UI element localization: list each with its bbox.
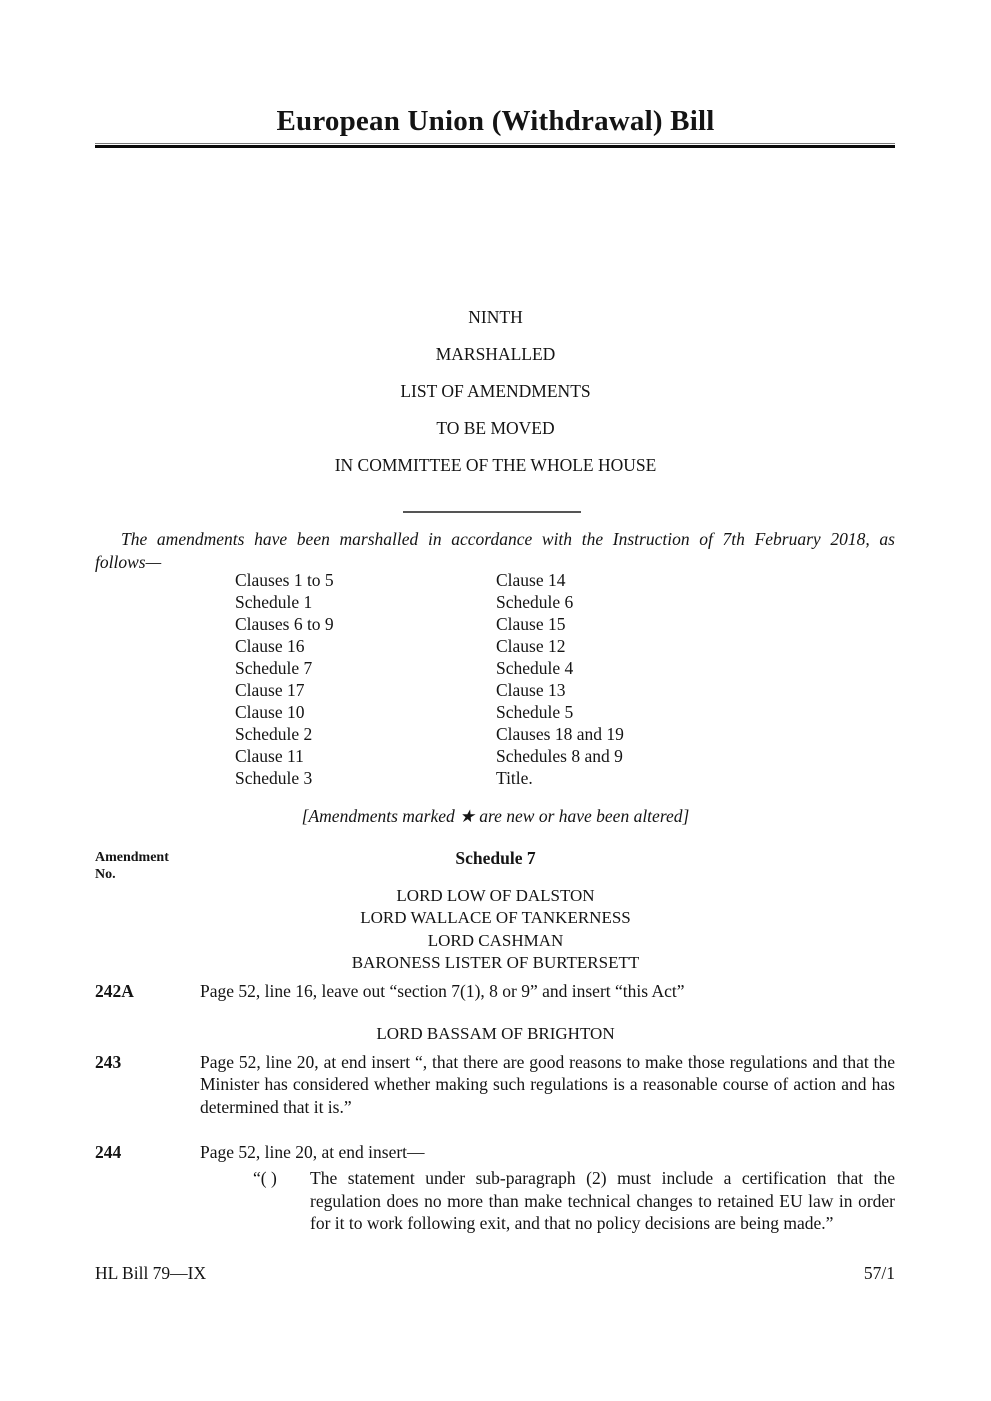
title-double-rule bbox=[95, 143, 895, 148]
marshalling-item: Schedule 4 bbox=[496, 658, 574, 678]
amendment-244 bbox=[95, 1141, 895, 1234]
marshalling-item: Schedule 3 bbox=[235, 768, 313, 788]
heading-line: TO BE MOVED bbox=[436, 418, 555, 438]
marshalling-right-column bbox=[496, 569, 624, 789]
section-divider-rule bbox=[403, 511, 581, 513]
marshalling-list bbox=[235, 569, 624, 789]
marshalling-intro: The amendments have been marshalled in accordance with the Instruction of 7th February 2018, as follows— bbox=[95, 529, 895, 572]
sponsor-name: LORD CASHMAN bbox=[427, 930, 564, 950]
marshalling-item: Clause 16 bbox=[235, 636, 305, 656]
page-footer bbox=[95, 1263, 895, 1284]
sponsor-name: LORD BASSAM OF BRIGHTON bbox=[376, 1024, 615, 1043]
amendment-body bbox=[200, 1141, 895, 1234]
marshalling-item: Clause 17 bbox=[235, 680, 305, 700]
marshalling-item: Title. bbox=[496, 768, 533, 788]
star-legend-note: [Amendments marked ★ are new or have been altered] bbox=[301, 806, 690, 826]
marshalling-item: Clause 14 bbox=[496, 570, 566, 590]
marshalling-item: Schedule 2 bbox=[235, 724, 313, 744]
marshalling-item: Clauses 18 and 19 bbox=[496, 724, 624, 744]
amendment-number: 242A bbox=[95, 981, 134, 1001]
amendment-text: Page 52, line 20, at end insert “, that there are good reasons to make those regulations and that the Minister has considered whether making such regulations is a reasonable course of action and has determined that it is.” bbox=[200, 1052, 895, 1117]
heading-line: NINTH bbox=[468, 307, 523, 327]
heading-line: MARSHALLED bbox=[435, 344, 556, 364]
sponsor-name: LORD LOW OF DALSTON bbox=[396, 886, 595, 905]
sponsor-name: BARONESS LISTER OF BURTERSETT bbox=[351, 952, 640, 972]
amendment-subparagraph bbox=[253, 1167, 895, 1234]
heading-line: IN COMMITTEE OF THE WHOLE HOUSE bbox=[334, 455, 657, 475]
amendment-text: Page 52, line 16, leave out “section 7(1), 8 or 9” and insert “this Act” bbox=[200, 981, 685, 1001]
sponsor-list-group-1 bbox=[0, 885, 991, 974]
marshalling-item: Clause 10 bbox=[235, 702, 305, 722]
sponsor-name: LORD WALLACE OF TANKERNESS bbox=[360, 908, 631, 928]
amendment-number: 244 bbox=[95, 1142, 122, 1162]
footer-bill-reference: HL Bill 79—IX bbox=[95, 1263, 207, 1283]
marshalling-item: Schedule 6 bbox=[496, 592, 574, 612]
marshalling-item: Clause 13 bbox=[496, 680, 566, 700]
footer-page-reference: 57/1 bbox=[863, 1263, 895, 1283]
amendment-number: 243 bbox=[95, 1052, 122, 1072]
schedule-heading: Schedule 7 bbox=[455, 848, 536, 868]
marshalling-item: Schedule 1 bbox=[235, 592, 313, 612]
subparagraph-text: The statement under sub-paragraph (2) must include a certification that the regulation does no more than make technical changes to retained EU law in order for it to work following exit, and that no policy decisions are being made.” bbox=[310, 1168, 895, 1233]
list-headings bbox=[0, 299, 991, 484]
marshalling-item: Clauses 1 to 5 bbox=[235, 570, 334, 590]
marshalling-item: Clause 15 bbox=[496, 614, 566, 634]
sponsor-list-group-2 bbox=[0, 1023, 991, 1045]
marshalling-item: Schedule 7 bbox=[235, 658, 313, 678]
marshalling-item: Clause 12 bbox=[496, 636, 566, 656]
amendment-lead-text: Page 52, line 20, at end insert— bbox=[200, 1142, 425, 1162]
amendment-242A bbox=[95, 980, 895, 1002]
subparagraph-marker: “( ) bbox=[253, 1168, 277, 1189]
amendment-header-line: Amendment bbox=[95, 850, 169, 865]
amendment-243 bbox=[95, 1051, 895, 1118]
marshalling-item: Schedule 5 bbox=[496, 702, 574, 722]
amendment-header-line: No. bbox=[95, 867, 116, 882]
marshalling-item: Schedules 8 and 9 bbox=[496, 746, 623, 766]
marshalling-left-column bbox=[235, 569, 496, 789]
page-title: European Union (Withdrawal) Bill bbox=[276, 105, 715, 137]
marshalling-item: Clause 11 bbox=[235, 746, 304, 766]
heading-line: LIST OF AMENDMENTS bbox=[400, 381, 591, 401]
marshalling-item: Clauses 6 to 9 bbox=[235, 614, 334, 634]
